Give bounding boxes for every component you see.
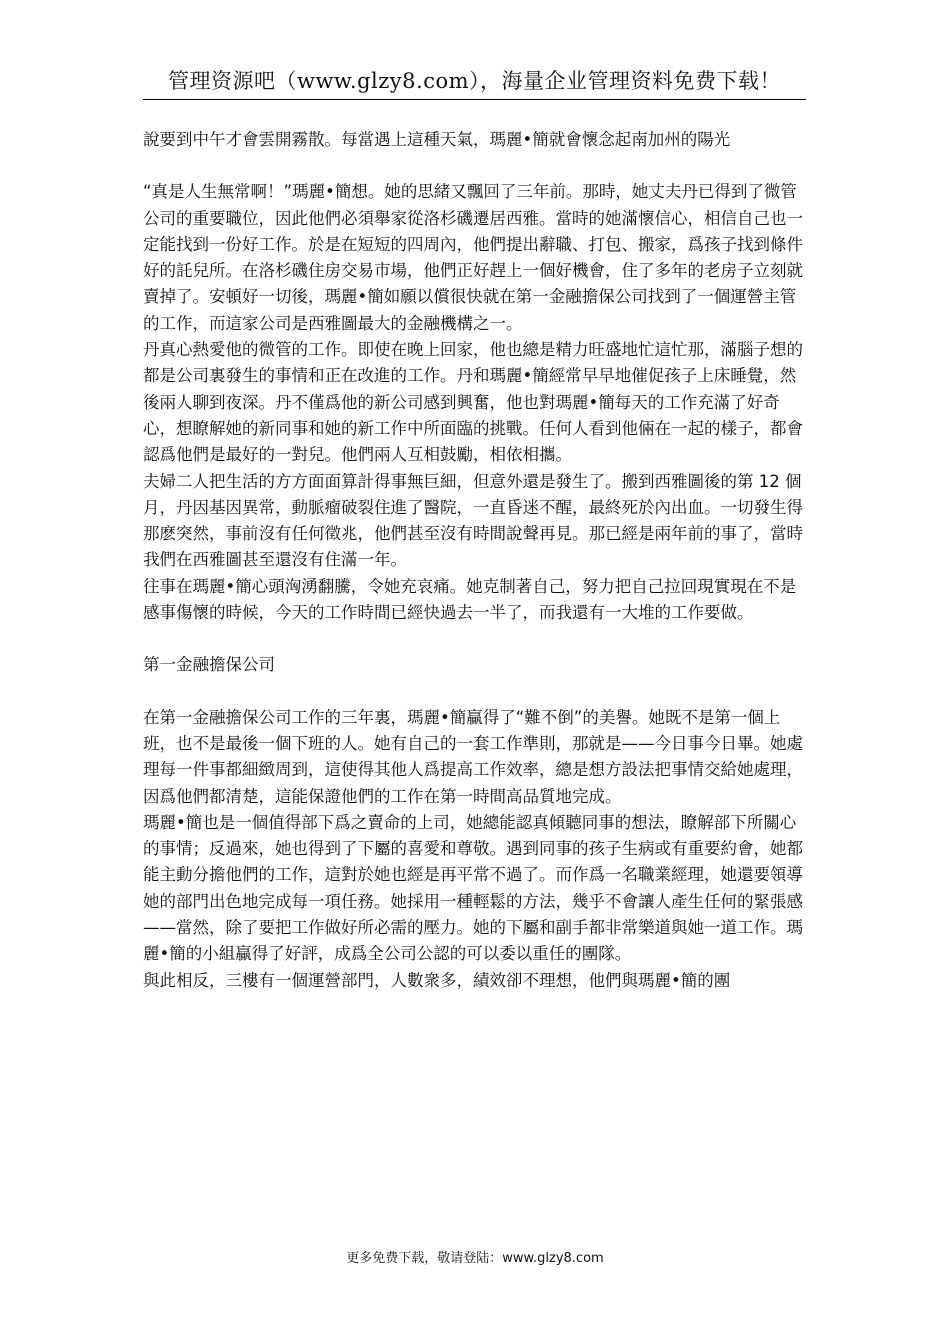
paragraph-gap: [143, 679, 806, 705]
paragraph: 丹真心熱愛他的微管的工作。即使在晚上回家，他也總是精力旺盛地忙這忙那，滿腦子想的都是公司裏發生的事情和正在改進的工作。丹和瑪麗•簡經常早早地催促孩子上床睡覺，然後兩人聊到夜深。丹不僅爲他的新公司感到興奮，他也對瑪麗•簡每天的工作充滿了好奇心，想瞭解她的新同事和她的新工作中所面臨的挑戰。任何人看到他倆在一起的樣子，都會認爲他們是最好的一對兒。他們兩人互相鼓勵，相依相攜。: [143, 340, 803, 465]
paragraph: 說要到中午才會雲開霧散。每當遇上這種天氣，瑪麗•簡就會懷念起南加州的陽光: [143, 130, 731, 149]
header-divider: [143, 99, 806, 100]
paragraph: 瑪麗•簡也是一個值得部下爲之賣命的上司，她總能認真傾聽同事的想法，瞭解部下所關心的事情；反過來，她也得到了下屬的喜愛和尊敬。遇到同事的孩子生病或有重要約會，她都能主動分擔他們的工作，這對於她也經是再平常不過了。而作爲一名職業經理，她還要領導她的部門出色地完成每一項任務。她採用一種輕鬆的方法，幾乎不會讓人產生任何的緊張感——當然，除了要把工作做好所必需的壓力。她的下屬和副手都非常樂道與她一道工作。瑪麗•簡的小組贏得了好評，成爲全公司公認的可以委以重任的團隊。: [143, 812, 803, 964]
page-header: 管理资源吧（www.glzy8.com），海量企业管理资料免费下载！: [167, 69, 782, 93]
page-footer: 更多免费下载，敬请登陆：www.glzy8.com: [346, 1251, 604, 1266]
paragraph-gap: [143, 153, 806, 179]
paragraph: “真是人生無常啊！”瑪麗•簡想。她的思緒又飄回了三年前。那時，她丈夫丹已得到了微管公司的重要職位，因此他們必須舉家從洛杉磯遷居西雅。當時的她滿懷信心，相信自己也一定能找到一份好工作。於是在短短的四周內，他們提出辭職、打包、搬家，爲孩子找到條件好的託兒所。在洛杉磯住房交易市場，他們正好趕上一個好機會，住了多年的老房子立刻就賣掉了。安頓好一切後，瑪麗•簡如願以償很快就在第一金融擔保公司找到了一個運營主管的工作，而這家公司是西雅圖最大的金融機構之一。: [143, 182, 803, 333]
paragraph: 與此相反，三樓有一個運營部門，人數衆多，績效卻不理想，他們與瑪麗•簡的團: [143, 970, 731, 990]
paragraph-gap: [143, 626, 806, 652]
paragraph: 夫婦二人把生活的方方面面算計得事無巨細，但意外還是發生了。搬到西雅圖後的第 12 個月，丹因基因異常，動脈瘤破裂住進了醫院，一直昏迷不醒，最終死於內出血。一切發生得那麽突然，事前沒有任何徵兆，他們甚至沒有時間說聲再見。那已經是兩年前的事了，當時我們在西雅圖甚至還沒有住滿一年。: [143, 471, 803, 570]
paragraph: 往事在瑪麗•簡心頭洶湧翻騰，令她充哀痛。她克制著自己，努力把自己拉回現實現在不是感事傷懷的時候，今天的工作時間已經快過去一半了，而我還有一大堆的工作要做。: [143, 576, 797, 623]
document-body: [143, 127, 806, 994]
section-heading: 第一金融擔保公司: [143, 655, 275, 675]
paragraph: 在第一金融擔保公司工作的三年裏，瑪麗•簡贏得了“難不倒”的美譽。她既不是第一個上班，也不是最後一個下班的人。她有自己的一套工作準則，那就是——今日事今日畢。她處理每一件事都細緻周到，這使得其他人爲提高工作效率，總是想方設法把事情交給她處理，因爲他們都清楚，這能保證他們的工作在第一時間高品質地完成。: [143, 707, 803, 806]
